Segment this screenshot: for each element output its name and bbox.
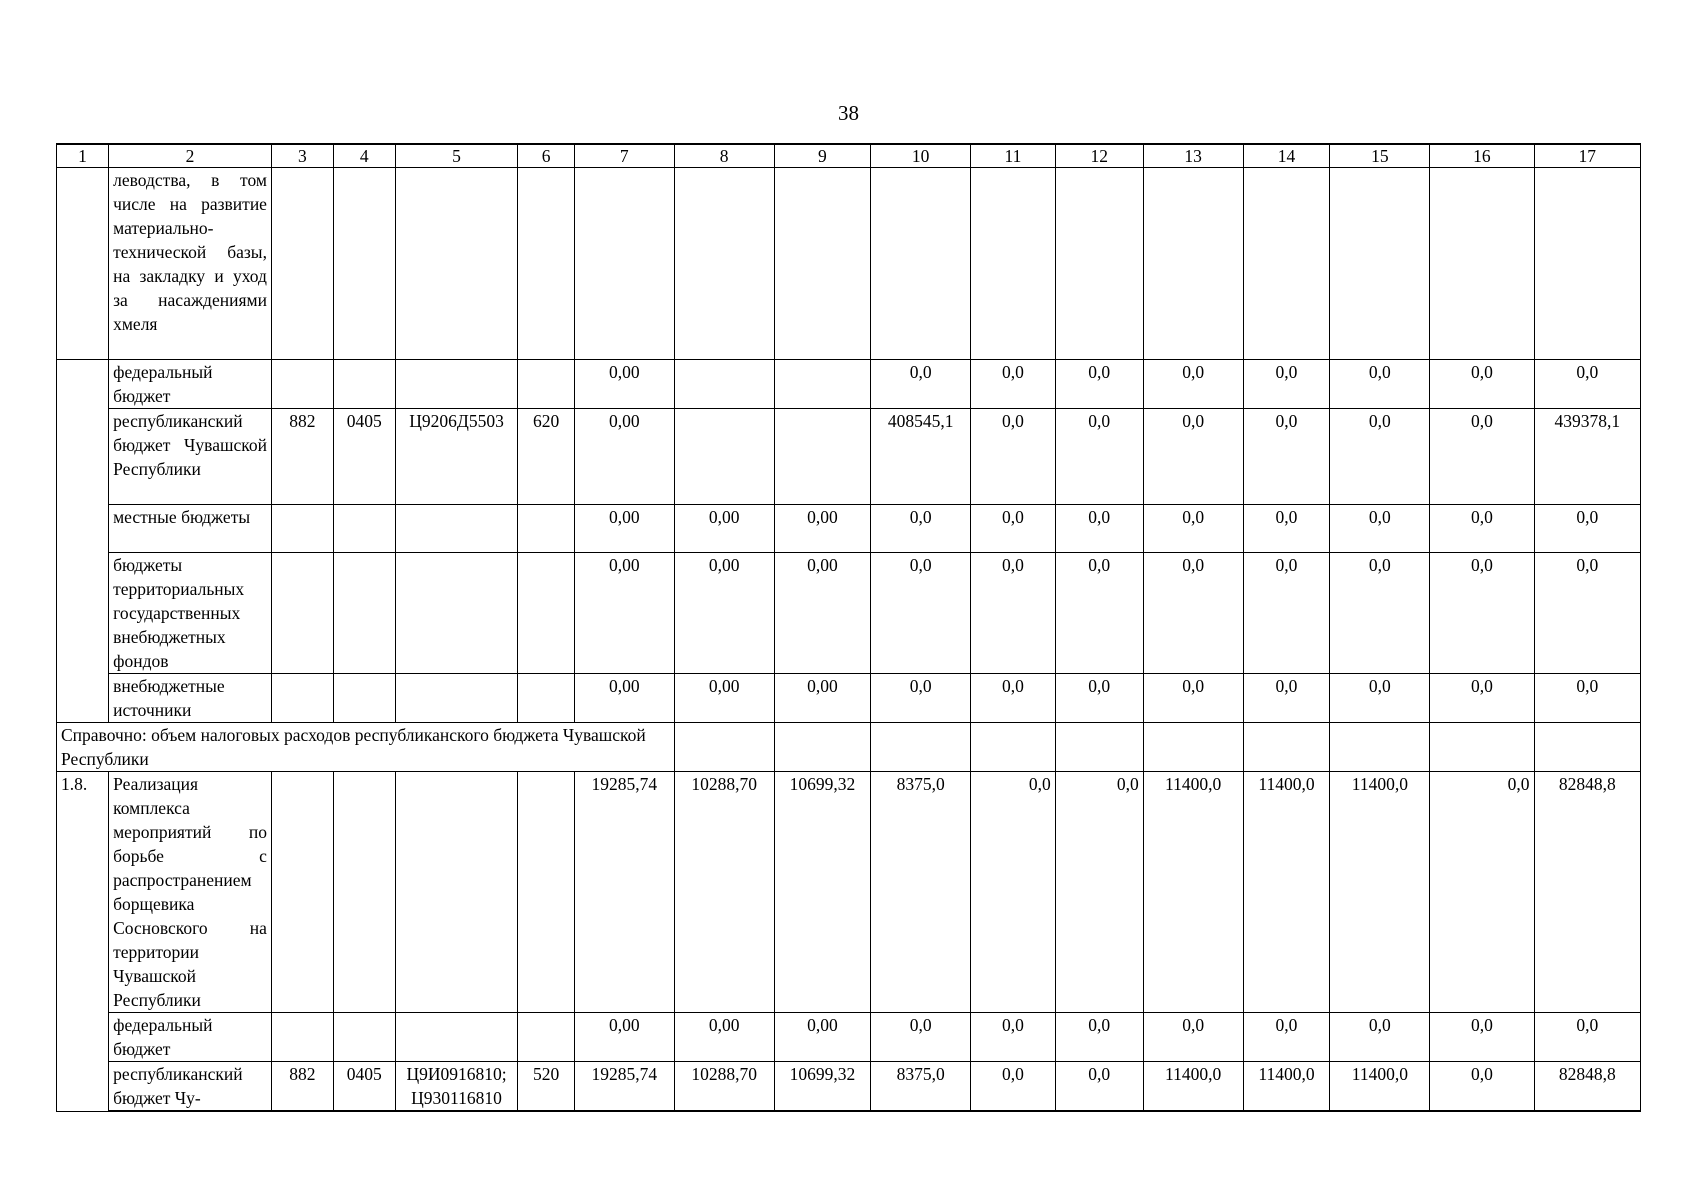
col-header: 2 (109, 144, 272, 168)
activity-name: леводства, в том числе на развитие материально-технической базы, на закладку и уход за насаждениями хмеля (109, 168, 272, 360)
table-row (57, 360, 1641, 409)
value-cell: 0,00 (574, 674, 674, 723)
value-cell: 10288,70 (674, 1062, 774, 1112)
value-cell: 10699,32 (774, 1062, 871, 1112)
value-cell: 10699,32 (774, 772, 871, 1013)
col-header: 1 (57, 144, 109, 168)
value-cell: 0,0 (1243, 360, 1330, 409)
value-cell: 0,0 (971, 772, 1056, 1013)
value-cell: 439378,1 (1534, 409, 1641, 505)
value-cell: 11400,0 (1143, 772, 1243, 1013)
col-header: 6 (518, 144, 574, 168)
source-name: бюджеты территориальных государственных внебюджетных фондов (109, 553, 272, 674)
table-row (57, 674, 1641, 723)
value-cell: 0,00 (774, 505, 871, 553)
value-cell: 0,0 (1143, 409, 1243, 505)
value-cell: 8375,0 (871, 1062, 971, 1112)
value-cell: 0,0 (1143, 1013, 1243, 1062)
value-cell: 0,0 (1143, 360, 1243, 409)
col-header: 16 (1430, 144, 1534, 168)
value-cell: 0,0 (1430, 1062, 1534, 1112)
value-cell: 0,00 (774, 1013, 871, 1062)
value-cell: 0,0 (1534, 360, 1641, 409)
code-cell: 882 (271, 409, 333, 505)
value-cell: 0,0 (1143, 674, 1243, 723)
source-name: федеральный бюджет (109, 1013, 272, 1062)
value-cell: 8375,0 (871, 772, 971, 1013)
code-cell: Ц9206Д5503 (395, 409, 518, 505)
value-cell: 0,0 (1430, 553, 1534, 674)
value-cell: 0,0 (971, 1013, 1056, 1062)
value-cell: 82848,8 (1534, 1062, 1641, 1112)
value-cell: 0,0 (1330, 409, 1430, 505)
value-cell: 0,0 (971, 409, 1056, 505)
table-row (57, 772, 1641, 1013)
table-row (57, 505, 1641, 553)
value-cell: 0,0 (871, 674, 971, 723)
source-name: внебюджетные источники (109, 674, 272, 723)
table-row (57, 553, 1641, 674)
col-header: 10 (871, 144, 971, 168)
value-cell: 0,00 (774, 553, 871, 674)
col-header: 17 (1534, 144, 1641, 168)
value-cell: 82848,8 (1534, 772, 1641, 1013)
value-cell: 0,0 (971, 553, 1056, 674)
value-cell: 0,0 (1430, 360, 1534, 409)
source-name: республиканский бюджет Чу- (109, 1062, 272, 1112)
value-cell: 0,0 (1534, 553, 1641, 674)
col-header: 15 (1330, 144, 1430, 168)
value-cell: 0,0 (1143, 505, 1243, 553)
value-cell: 0,0 (1243, 553, 1330, 674)
cell (57, 168, 109, 360)
source-name: республиканский бюджет Чувашской Республики (109, 409, 272, 505)
value-cell: 0,0 (1055, 505, 1143, 553)
reference-note: Справочно: объем налоговых расходов республиканского бюджета Чувашской Республики (57, 723, 675, 772)
code-cell: 882 (271, 1062, 333, 1112)
value-cell: 0,00 (574, 505, 674, 553)
value-cell: 0,0 (1330, 674, 1430, 723)
value-cell: 11400,0 (1243, 1062, 1330, 1112)
value-cell: 10288,70 (674, 772, 774, 1013)
code-cell: Ц9И0916810; Ц930116810 (395, 1062, 518, 1112)
col-header: 11 (971, 144, 1056, 168)
value-cell: 0,0 (871, 553, 971, 674)
value-cell: 0,0 (1243, 409, 1330, 505)
value-cell: 0,0 (1534, 674, 1641, 723)
value-cell: 0,0 (1430, 409, 1534, 505)
col-header: 8 (674, 144, 774, 168)
value-cell: 0,0 (1330, 360, 1430, 409)
table-row (57, 409, 1641, 505)
code-cell: 0405 (333, 1062, 395, 1112)
table-row (57, 1062, 1641, 1112)
value-cell: 0,0 (1430, 1013, 1534, 1062)
value-cell: 0,0 (1330, 1013, 1430, 1062)
value-cell: 408545,1 (871, 409, 971, 505)
column-number-row (57, 144, 1641, 168)
col-header: 5 (395, 144, 518, 168)
value-cell: 0,0 (871, 1013, 971, 1062)
value-cell: 0,00 (574, 1013, 674, 1062)
value-cell: 0,0 (1055, 674, 1143, 723)
value-cell: 0,00 (574, 553, 674, 674)
value-cell: 0,00 (674, 553, 774, 674)
value-cell: 0,0 (1243, 505, 1330, 553)
value-cell: 0,0 (1430, 772, 1534, 1013)
value-cell: 0,00 (574, 409, 674, 505)
value-cell: 0,0 (1055, 409, 1143, 505)
value-cell: 0,00 (674, 1013, 774, 1062)
page-number: 38 (838, 101, 859, 125)
value-cell: 19285,74 (574, 772, 674, 1013)
value-cell: 0,0 (1143, 553, 1243, 674)
value-cell: 11400,0 (1330, 772, 1430, 1013)
value-cell: 11400,0 (1243, 772, 1330, 1013)
value-cell: 0,00 (674, 674, 774, 723)
value-cell: 0,0 (1430, 674, 1534, 723)
value-cell: 0,0 (1330, 505, 1430, 553)
table-row (57, 723, 1641, 772)
col-header: 12 (1055, 144, 1143, 168)
code-cell: 0405 (333, 409, 395, 505)
code-cell: 620 (518, 409, 574, 505)
value-cell: 0,0 (871, 505, 971, 553)
value-cell: 0,0 (1430, 505, 1534, 553)
value-cell: 11400,0 (1330, 1062, 1430, 1112)
value-cell: 0,00 (674, 505, 774, 553)
value-cell: 0,0 (1243, 1013, 1330, 1062)
value-cell: 0,0 (971, 360, 1056, 409)
value-cell: 0,0 (1055, 772, 1143, 1013)
table-row (57, 168, 1641, 360)
value-cell: 11400,0 (1143, 1062, 1243, 1112)
col-header: 7 (574, 144, 674, 168)
value-cell: 0,0 (1534, 505, 1641, 553)
value-cell: 0,0 (871, 360, 971, 409)
value-cell: 0,00 (574, 360, 674, 409)
col-header: 13 (1143, 144, 1243, 168)
value-cell: 0,0 (971, 505, 1056, 553)
value-cell: 0,0 (1330, 553, 1430, 674)
col-header: 4 (333, 144, 395, 168)
value-cell: 19285,74 (574, 1062, 674, 1112)
code-cell: 520 (518, 1062, 574, 1112)
item-number: 1.8. (57, 772, 109, 1112)
value-cell: 0,0 (1055, 360, 1143, 409)
value-cell: 0,0 (971, 674, 1056, 723)
budget-table (56, 143, 1641, 1112)
table-row (57, 1013, 1641, 1062)
value-cell: 0,0 (971, 1062, 1056, 1112)
value-cell: 0,0 (1243, 674, 1330, 723)
source-name: местные бюджеты (109, 505, 272, 553)
value-cell: 0,0 (1055, 1062, 1143, 1112)
col-header: 3 (271, 144, 333, 168)
col-header: 9 (774, 144, 871, 168)
col-header: 14 (1243, 144, 1330, 168)
value-cell: 0,0 (1534, 1013, 1641, 1062)
source-name: федеральный бюджет (109, 360, 272, 409)
value-cell: 0,0 (1055, 553, 1143, 674)
activity-name: Реализация комплекса мероприятий по борьбе с распространением борщевика Сосновского на территории Чувашской Республики (109, 772, 272, 1013)
value-cell: 0,00 (774, 674, 871, 723)
value-cell: 0,0 (1055, 1013, 1143, 1062)
cell (57, 360, 109, 723)
